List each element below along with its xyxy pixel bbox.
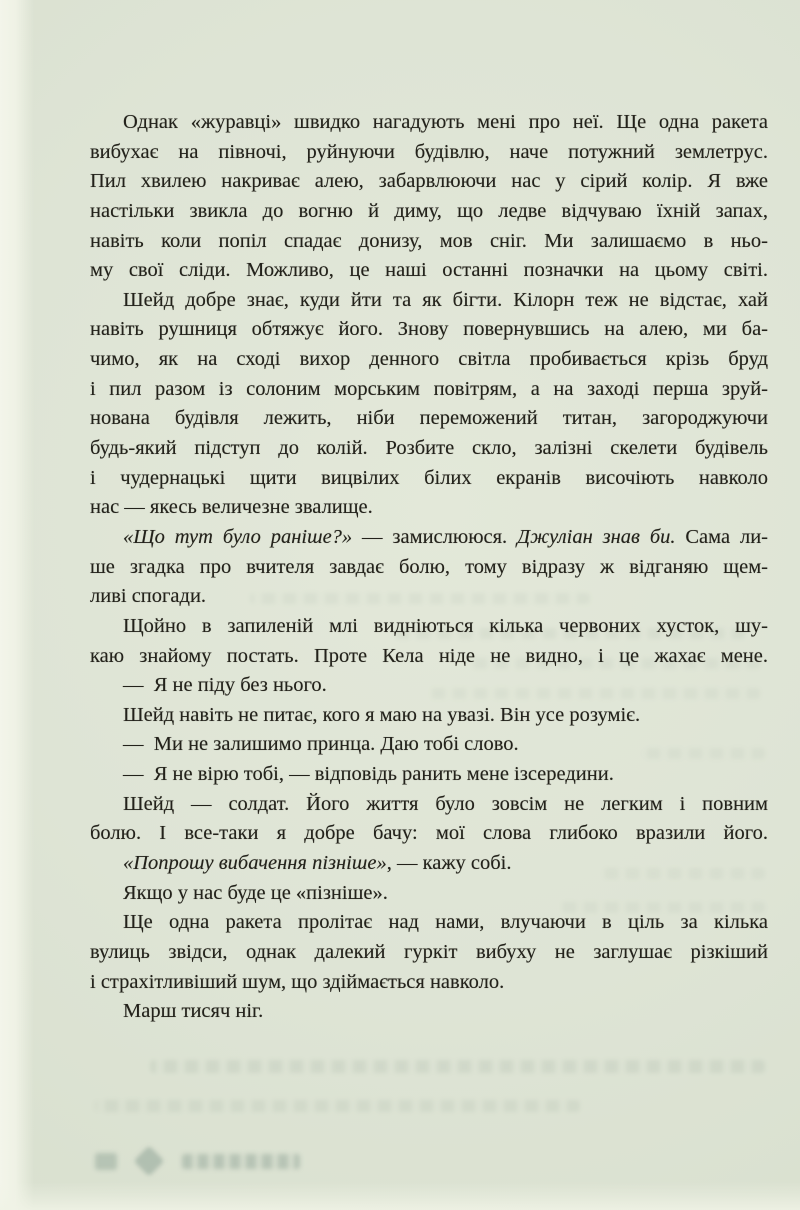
text-segment: каю знайому постать. Проте Кела ніде не видно, і це жахає мене. bbox=[90, 644, 768, 667]
text-segment: Однак «журавці» швидко нагадують мені про неї. Ще одна ракета bbox=[123, 111, 768, 133]
text-segment: Шейд добре знає, куди йти та як бігти. Кілорн теж не відстає, хай bbox=[123, 288, 768, 311]
text-segment: вулиць звідси, однак далекий гуркіт вибуху не заглушає різкіший bbox=[90, 940, 768, 963]
text-segment: навіть рушниця обтяжує його. Знову повернувшись на алею, ми ба- bbox=[90, 318, 768, 341]
text-segment: Пил хвилею накриває алею, забарвлюючи нас у сірий колір. Я вже bbox=[90, 170, 768, 193]
text-line bbox=[90, 404, 768, 434]
italic-text-segment: «Попрошу вибачення пізніше» bbox=[123, 852, 387, 875]
text-segment: му свої сліди. Можливо, це наші останні позначки на цьому світі. bbox=[90, 259, 768, 282]
text-segment: Шейд — солдат. Його життя було зовсім не легким і повним bbox=[123, 792, 768, 815]
text-segment: навіть коли попіл спадає донизу, мов сніг. Ми залишаємо в ньо- bbox=[90, 229, 768, 252]
text-line bbox=[90, 997, 768, 1027]
text-line bbox=[90, 968, 768, 998]
text-segment: — Ми не залишимо принца. Даю тобі слово. bbox=[123, 733, 519, 756]
text-line bbox=[90, 908, 768, 938]
text-segment: і чудернацькі щити вицвілих білих екранів височіють навколо bbox=[90, 466, 768, 489]
bleed-through-artifact bbox=[95, 1100, 580, 1112]
text-line bbox=[90, 493, 768, 523]
bleed-through-footer-ornament bbox=[133, 1145, 164, 1176]
text-line bbox=[90, 197, 768, 227]
text-segment: Шейд навіть не питає, кого я маю на увазі. Він усе розуміє. bbox=[123, 703, 641, 726]
text-segment: і страхітливіший шум, що здіймається навколо. bbox=[90, 970, 505, 993]
text-line bbox=[90, 553, 768, 583]
page-edge-left bbox=[0, 0, 34, 1210]
text-line bbox=[90, 256, 768, 286]
text-line bbox=[90, 879, 768, 909]
text-line bbox=[90, 938, 768, 968]
text-line bbox=[90, 582, 768, 612]
page-text bbox=[90, 108, 768, 1027]
text-segment: , — кажу собі. bbox=[386, 852, 512, 875]
text-line bbox=[90, 642, 768, 672]
text-line bbox=[90, 227, 768, 257]
text-line bbox=[90, 730, 768, 760]
text-segment: чимо, як на сході вихор денного світла пробивається крізь бруд bbox=[90, 348, 768, 371]
text-line bbox=[90, 790, 768, 820]
text-segment: Марш тисяч ніг. bbox=[123, 1000, 264, 1023]
text-line bbox=[90, 286, 768, 316]
text-line bbox=[90, 671, 768, 701]
text-line bbox=[90, 345, 768, 375]
italic-text-segment: «Що тут було раніше?» bbox=[123, 525, 353, 548]
text-line bbox=[90, 819, 768, 849]
text-line bbox=[90, 434, 768, 464]
text-line bbox=[90, 167, 768, 197]
text-segment: і пил разом із солоним морським повітрям, а на заході перша зруй- bbox=[90, 377, 768, 400]
text-segment: настільки звикла до вогню й диму, що ледве відчуваю їхній запах, bbox=[90, 199, 768, 222]
text-segment: — замислююся. bbox=[352, 525, 518, 548]
text-line bbox=[90, 612, 768, 642]
text-segment: — Я не піду без нього. bbox=[123, 674, 327, 697]
italic-text-segment: Джуліан знав би. bbox=[517, 525, 676, 548]
text-segment: Якщо у нас буде це «пізніше». bbox=[123, 881, 388, 904]
text-line bbox=[90, 464, 768, 494]
text-segment: нована будівля лежить, ніби переможений титан, загороджуючи bbox=[90, 407, 768, 430]
text-segment: будь-який підступ до колій. Розбите скло, залізні скелети будівель bbox=[90, 437, 768, 460]
page-edge-bottom bbox=[0, 1182, 800, 1210]
bleed-through-artifact bbox=[150, 1060, 765, 1073]
text-segment: ше згадка про вчителя завдає болю, тому відразу ж відганяю щем- bbox=[90, 555, 768, 578]
text-line bbox=[90, 760, 768, 790]
text-line bbox=[90, 375, 768, 405]
text-segment: болю. І все-таки я добре бачу: мої слова глибоко вразили його. bbox=[90, 822, 768, 845]
text-line bbox=[90, 701, 768, 731]
text-line bbox=[90, 315, 768, 345]
bleed-through-footer-word bbox=[182, 1154, 300, 1169]
text-line bbox=[90, 523, 768, 553]
text-segment: вибухає на півночі, руйнуючи будівлю, наче потужний землетрус. bbox=[90, 140, 768, 163]
text-line bbox=[90, 849, 768, 879]
text-line bbox=[90, 138, 768, 168]
text-line bbox=[90, 108, 768, 138]
text-segment: Ще одна ракета пролітає над нами, влучаючи в ціль за кілька bbox=[123, 911, 768, 934]
text-segment: — Я не вірю тобі, — відповідь ранить мене ізсередини. bbox=[123, 763, 614, 786]
text-segment: нас — якесь величезне звалище. bbox=[90, 496, 373, 519]
text-segment: Щойно в запиленій млі видніються кілька червоних хусток, шу- bbox=[123, 614, 768, 637]
text-segment: Сама ли- bbox=[675, 525, 768, 548]
text-segment: ливі спогади. bbox=[90, 585, 207, 608]
bleed-through-footer-number bbox=[95, 1153, 117, 1170]
